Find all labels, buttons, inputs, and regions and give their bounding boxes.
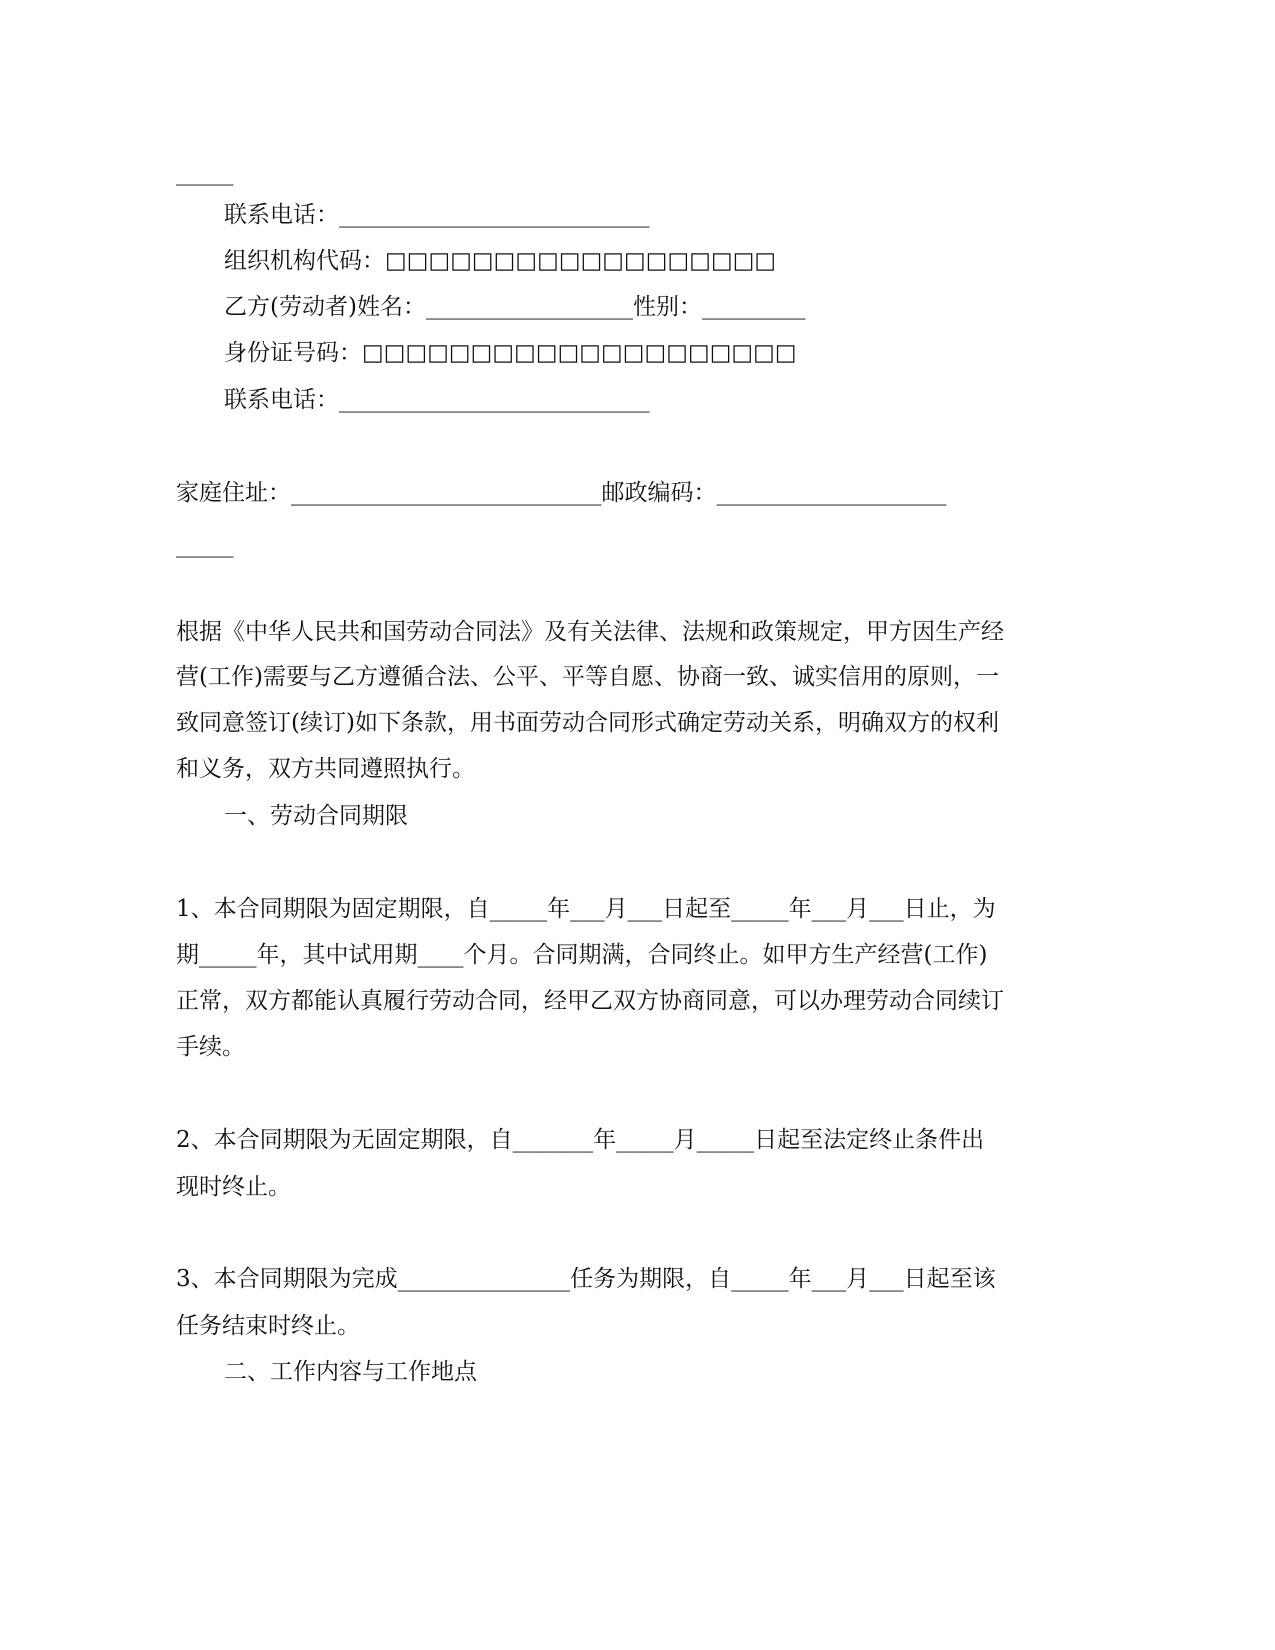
underline-continuation-2: _____	[176, 532, 234, 558]
preamble-line-1: 根据《中华人民共和国劳动合同法》及有关法律、法规和政策规定，甲方因生产经	[176, 619, 1004, 645]
section-heading-2: 二、工作内容与工作地点	[224, 1359, 477, 1385]
party-b-name-line: 乙方(劳动者)姓名：__________________性别：_________	[224, 294, 806, 320]
clause-1-line-3: 正常，双方都能认真履行劳动合同，经甲乙双方协商同意，可以办理劳动合同续订	[176, 988, 1004, 1014]
home-address-line: 家庭住址：___________________________邮政编码：____________________	[176, 480, 947, 506]
clause-1-line-4: 手续。	[176, 1034, 245, 1060]
party-b-phone-line: 联系电话：___________________________	[224, 387, 650, 413]
section-heading-1: 一、劳动合同期限	[224, 803, 408, 829]
org-code-line: 组织机构代码：□□□□□□□□□□□□□□□□□□	[224, 248, 777, 274]
preamble-line-2: 营(工作)需要与乙方遵循合法、公平、平等自愿、协商一致、诚实信用的原则，一	[176, 664, 999, 690]
clause-1-line-2: 期_____年，其中试用期____个月。合同期满，合同终止。如甲方生产经营(工作)	[176, 942, 988, 968]
party-a-phone-line: 联系电话：___________________________	[224, 202, 650, 228]
preamble-line-3: 致同意签订(续订)如下条款，用书面劳动合同形式确定劳动关系，明确双方的权利	[176, 710, 999, 736]
clause-2-line-2: 现时终止。	[176, 1174, 291, 1200]
underline-continuation: _____	[176, 160, 234, 186]
clause-1-line-1: 1、本合同期限为固定期限，自_____年___月___日起至_____年___月___日止，为	[176, 896, 996, 922]
id-number-line: 身份证号码：□□□□□□□□□□□□□□□□□□□□	[224, 340, 797, 366]
clause-3-line-1: 3、本合同期限为完成_______________任务为期限，自_____年___月___日起至该	[176, 1266, 996, 1292]
preamble-line-4: 和义务，双方共同遵照执行。	[176, 756, 475, 782]
clause-3-line-2: 任务结束时终止。	[176, 1313, 360, 1339]
clause-2-line-1: 2、本合同期限为无固定期限，自_______年_____月_____日起至法定终止条件出	[176, 1127, 985, 1153]
